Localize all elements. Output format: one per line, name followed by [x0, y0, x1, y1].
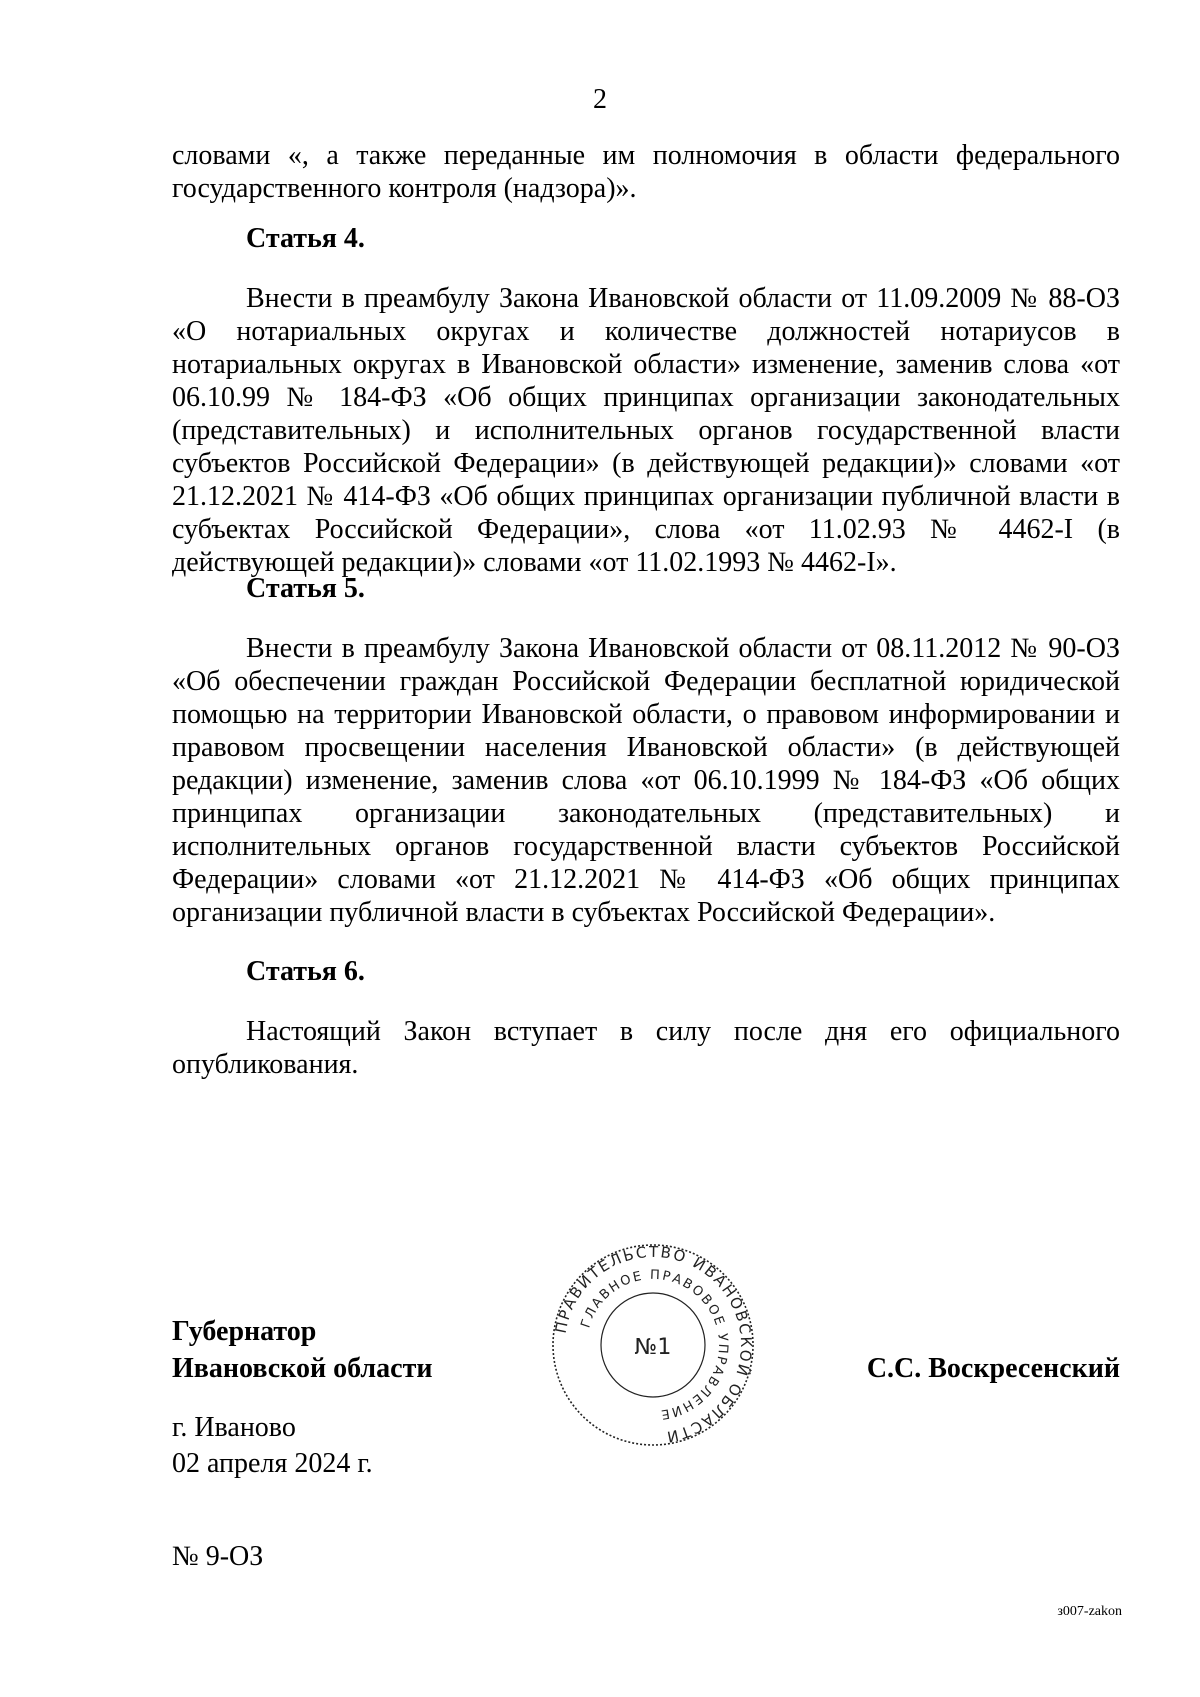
- official-seal: [548, 1240, 758, 1450]
- seal-inner-text: ГЛАВНОЕ ПРАВОВОЕ УПРАВЛЕНИЕ: [578, 1267, 731, 1422]
- law-number: № 9-ОЗ: [172, 1541, 264, 1572]
- place-and-date: [172, 1410, 373, 1482]
- article-4-heading: Статья 4.: [246, 223, 365, 254]
- article-5-paragraph: Внести в преамбулу Закона Ивановской области от 08.11.2012 № 90-ОЗ «Об обеспечении граждан Российской Федерации бесплатной юридической помощью на территории Ивановской области, о правовом информировании и правовом просвещении населения Ивановской области» (в действующей редакции) изменение, заменив слова «от 06.10.1999 № 184-ФЗ «Об общих принципах организации законодательных (представительных) и исполнительных органов государственной власти субъектов Российской Федерации» словами «от 21.12.2021 № 414-ФЗ «Об общих принципах организации публичной власти в субъектах Российской Федерации».: [172, 633, 1120, 928]
- article-6-heading: Статья 6.: [246, 956, 365, 987]
- seal-center-number: №1: [634, 1335, 672, 1360]
- signatory-name: С.С. Воскресенский: [866, 1353, 1120, 1384]
- article-4-paragraph: Внести в преамбулу Закона Ивановской области от 11.09.2009 № 88-ОЗ «О нотариальных округах и количестве должностей нотариусов в нотариальных округах в Ивановской области» изменение, заменив слова «от 06.10.99 № 184-ФЗ «Об общих принципах организации законодательных (представительных) и исполнительных органов государственной власти субъектов Российской Федерации» (в действующей редакции)» словами «от 21.12.2021 № 414-ФЗ «Об общих принципах организации публичной власти в субъектах Российской Федерации», слова «от 11.02.93 № 4462-I (в действующей редакции)» словами «от 11.02.1993 № 4462-I».: [172, 283, 1120, 578]
- article-5-heading: Статья 5.: [246, 573, 365, 604]
- seal-outer-text: ПРАВИТЕЛЬСТВО ИВАНОВСКОЙ ОБЛАСТИ: [551, 1242, 756, 1447]
- place: г. Иваново: [172, 1412, 296, 1443]
- signatory-title-line2: Ивановской области: [172, 1353, 433, 1384]
- file-reference: з007-zakon: [1057, 1604, 1122, 1619]
- signatory-title: [172, 1313, 432, 1387]
- intro-paragraph: словами «, а также переданные им полномочия в области федерального государственного контроля (надзора)».: [172, 140, 1120, 204]
- article-6-paragraph: Настоящий Закон вступает в силу после дня его официального опубликования.: [172, 1016, 1120, 1080]
- signatory-title-line1: Губернатор: [172, 1316, 317, 1347]
- page-number: 2: [593, 84, 607, 115]
- date: 02 апреля 2024 г.: [172, 1448, 373, 1479]
